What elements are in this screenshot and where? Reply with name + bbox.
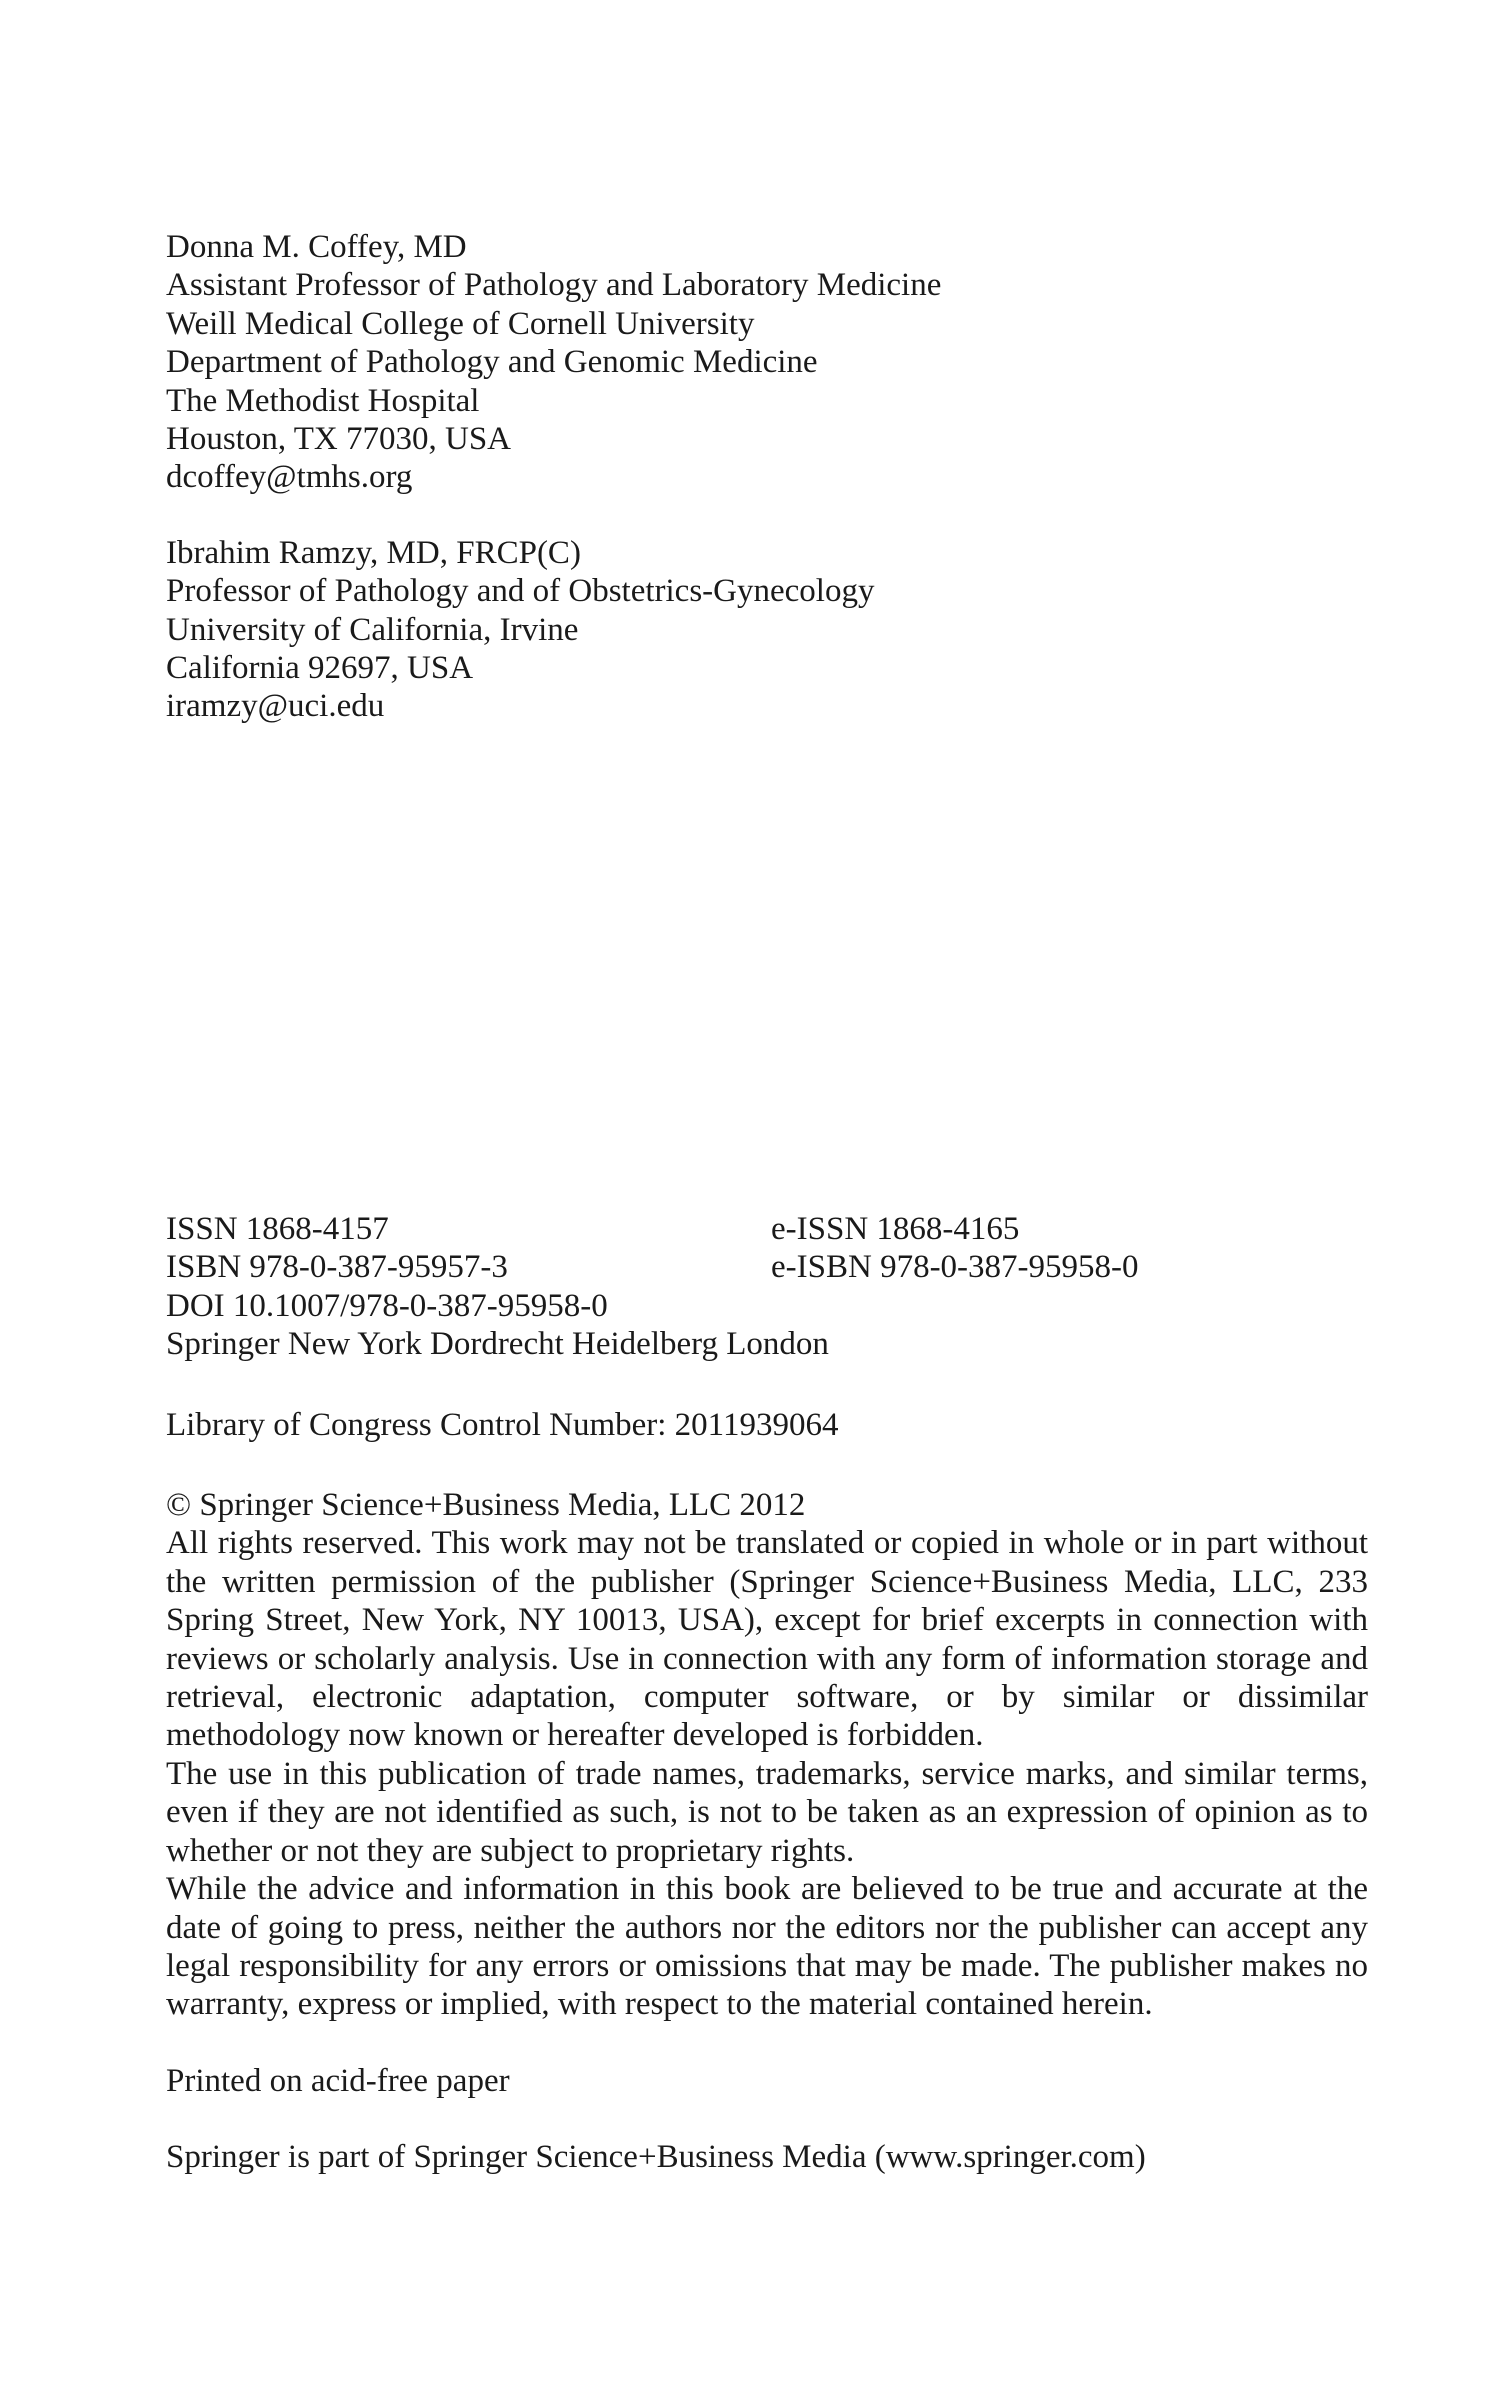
isbn: ISBN 978-0-387-95957-3 xyxy=(166,1249,508,1286)
copyright-notice: © Springer Science+Business Media, LLC 2012 xyxy=(166,1487,806,1524)
author-block-coffey xyxy=(166,228,1366,497)
bibliographic-section xyxy=(166,1210,1366,2177)
rights-paragraph: All rights reserved. This work may not be translated or copied in whole or in part without the written permission of the publisher (Springer Science+Business Media, LLC, 233 Spring Street, New York, NY 10013, USA), except for brief excerpts in connection with reviews or scholarly analysis. Use in connection with any form of information storage and retrieval, electronic adaptation, computer software, or by similar or dissimilar methodology now known or hereafter developed is forbidden. xyxy=(166,1525,1368,1754)
author-affiliation-line: Department of Pathology and Genomic Medicine xyxy=(166,344,818,381)
author-affiliation-line: California 92697, USA xyxy=(166,650,474,687)
trademark-paragraph: The use in this publication of trade names, trademarks, service marks, and similar terms, even if they are not identified as such, is not to be taken as an expression of opinion as to whether or not they are subject to proprietary rights. xyxy=(166,1755,1368,1869)
author-affiliation-line: Houston, TX 77030, USA xyxy=(166,421,512,458)
doi: DOI 10.1007/978-0-387-95958-0 xyxy=(166,1287,608,1324)
printed-note: Printed on acid-free paper xyxy=(166,2062,510,2099)
author-affiliation-line: Professor of Pathology and of Obstetrics-Gynecology xyxy=(166,573,875,610)
issn: ISSN 1868-4157 xyxy=(166,1211,389,1247)
authors-section xyxy=(166,228,1366,726)
author-block-ramzy xyxy=(166,534,1366,726)
author-affiliation-line: The Methodist Hospital xyxy=(166,382,480,419)
disclaimer-paragraph: While the advice and information in this book are believed to be true and accurate at the date of going to press, neither the authors nor the editors nor the publisher can accept any legal responsibility for any errors or omissions that may be made. The publisher makes no warranty, express or implied, with respect to the material contained herein. xyxy=(166,1871,1368,2023)
author-affiliation-line: University of California, Irvine xyxy=(166,611,579,648)
author-email: iramzy@uci.edu xyxy=(166,688,385,725)
copyright-section xyxy=(166,1486,1366,2024)
springer-note: Springer is part of Springer Science+Business Media (www.springer.com) xyxy=(166,2139,1146,2176)
e-issn: e-ISSN 1868-4165 xyxy=(771,1211,1020,1247)
author-affiliation-line: Assistant Professor of Pathology and Laboratory Medicine xyxy=(166,267,942,304)
author-name: Donna M. Coffey, MD xyxy=(166,229,467,265)
author-affiliation-line: Weill Medical College of Cornell University xyxy=(166,305,755,342)
e-isbn: e-ISBN 978-0-387-95958-0 xyxy=(771,1249,1139,1286)
publisher-locations: Springer New York Dordrecht Heidelberg London xyxy=(166,1326,829,1363)
author-email: dcoffey@tmhs.org xyxy=(166,459,413,496)
isbn-row xyxy=(166,1248,1366,1286)
author-name: Ibrahim Ramzy, MD, FRCP(C) xyxy=(166,534,581,571)
issn-row xyxy=(166,1210,1366,1248)
lccn: Library of Congress Control Number: 2011939064 xyxy=(166,1406,839,1443)
